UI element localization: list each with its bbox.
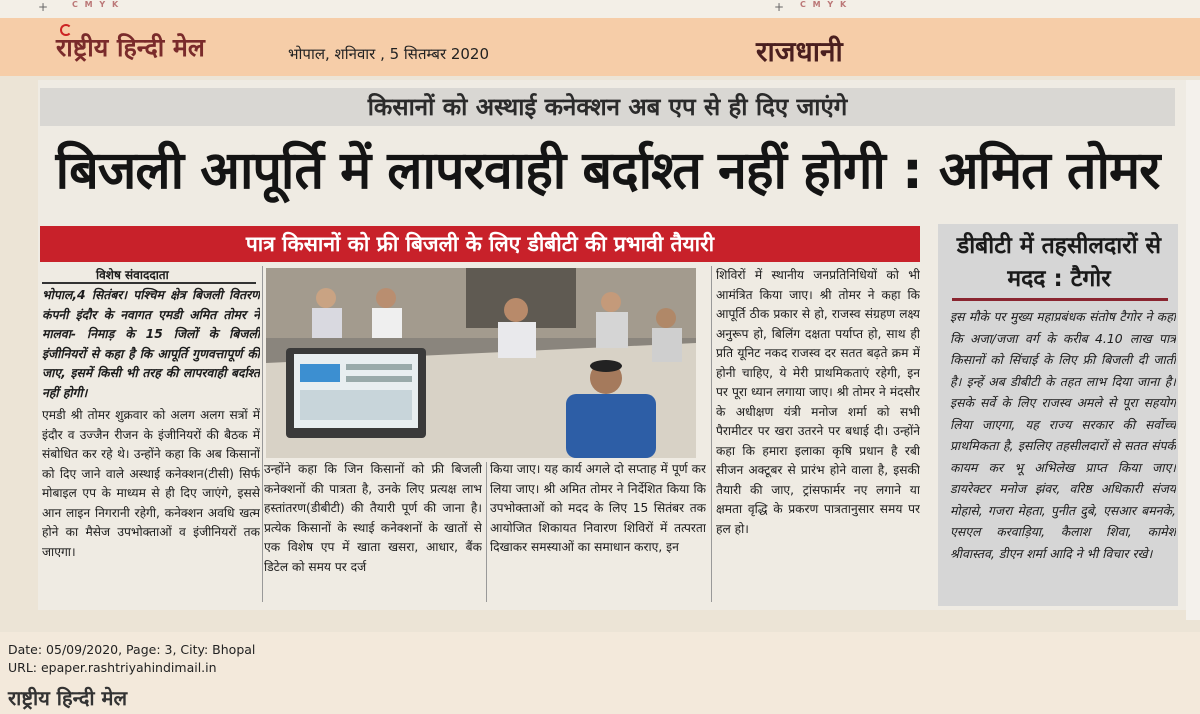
adjacent-column-edge [1186, 80, 1200, 620]
story-kicker: किसानों को अस्थाई कनेक्शन अब एप से ही दिए जाएंगे [367, 93, 848, 121]
sidebar-headline: डीबीटी में तहसीलदारों से मदद : टैगोर [956, 233, 1162, 292]
sidebar-divider [952, 298, 1168, 301]
story-headline: बिजली आपूर्ति में लापरवाही बर्दाश्त नहीं होगी : अमित तोमर [55, 141, 1160, 201]
registration-mark-right: + [774, 0, 785, 14]
cmyk-mark-right: C M Y K [800, 0, 849, 9]
cmyk-mark-left: C M Y K [72, 0, 121, 9]
newspaper-brand: राष्ट्रीय हिन्दी मेल [56, 33, 205, 62]
footer-url-line: URL: epaper.rashtriyahindimail.in [8, 660, 217, 675]
story-column-4: शिविरों में स्थानीय जनप्रतिनिधियों को भी आमंत्रित किया जाए। श्री तोमर ने कहा कि आपूर्ति ठीक प्रकार से हो, राजस्व संग्रहण लक्ष्य अनुरूप हो, बिलिंग दक्षता पर्याप्त हो, साथ ही प्रति यूनिट नकद राजस्व दर सतत बढ़ते क्रम में होनी चाहिए, ये मेरी प्राथमिकताएं रहेगी, इन पर पूरा ध्यान लगाया जाए। श्री तोमर ने मंदसौर के अधीक्षण यंत्री मनोज शर्मा को सभी पैरामीटर पर खरा उतरने पर बधाई दी। उन्होंने कहा कि हमारा इलाका कृषि प्रधान है रबी सीजन अक्टूबर से प्रारंभ होने वाला है, इसकी तैयारी की जाए, ट्रांसफार्मर नए लगाने या क्षमता वृद्धि के प्रकरण पात्रतानुसार समय पर हल हो। [716, 268, 920, 536]
story-column-1: एमडी श्री तोमर शुक्रवार को अलग अलग सत्रों में इंदौर व उज्जैन रीजन के इंजीनियरों की बैठक में संबोधित कर रहे थे। उन्होंने कहा कि अब किसानों को दिए जाने वाले अस्थाई कनेक्शन(टीसी) सिर्फ मोबाइल एप के माध्यम से ही दिए जाएंगे, इससे आन लाइन निगरानी रहेगी, कनेक्शन अवधि खत्म होने का मैसेज उपभोक्ताओं व इंजीनियरों तक जाएगा। [42, 408, 260, 559]
print-margin-strip [0, 0, 1200, 18]
footer-brand-logo: राष्ट्रीय हिन्दी मेल [8, 686, 128, 710]
story-lead-paragraph: भोपाल,4 सितंबर। पश्चिम क्षेत्र बिजली वितरण कंपनी इंदौर के नवागत एमडी अमित तोमर ने मालवा- निमाड़ के 15 जिलों के बिजली इंजीनियरों से कहा है कि आपूर्ति गुणवत्तापूर्ण की जाए, इसमें किसी भी तरह की लापरवाही बर्दाश्त नहीं होगी। [42, 288, 260, 400]
column-divider [711, 266, 712, 602]
footer-date-line: Date: 05/09/2020, Page: 3, City: Bhopal [8, 642, 256, 657]
byline-divider [42, 282, 256, 284]
meeting-photo-illustration [266, 268, 696, 458]
dateline: भोपाल, शनिवार , 5 सितम्बर 2020 [288, 45, 490, 63]
column-divider [486, 462, 487, 602]
column-divider [262, 266, 263, 602]
registration-mark-left: + [38, 0, 49, 14]
meeting-photo [266, 268, 696, 458]
story-column-3: किया जाए। यह कार्य अगले दो सप्ताह में पूर्ण कर लिया जाए। श्री अमित तोमर ने निर्देशित किया कि उपभोक्ताओं को मदद के लिए 15 सितंबर तक आयोजित शिकायत निवारण शिविरों में तत्परता दिखाकर समस्याओं का समाधान कराए, इन [490, 462, 706, 554]
story-column-2: उन्होंने कहा कि जिन किसानों को फ्री बिजली कनेक्शनों की पात्रता है, उनके लिए प्रत्यक्ष लाभ हस्तांतरण(डीबीटी) की तैयारी पूर्ण की जाना है। प्रत्येक किसानों के स्थाई कनेक्शनों के खातों से एक विशेष एप में खाता खसरा, आधार, बैंक डिटेल को समय पर दर्ज [264, 462, 482, 574]
sidebar-body: इस मौके पर मुख्य महाप्रबंधक संतोष टैगोर ने कहा कि अजा/जजा वर्ग के करीब 4.10 लाख पात्र किसानों को सिंचाई के लिए फ्री बिजली दी जाती है। इन्हें अब डीबीटी के तहत लाभ दिया जाना है। इसके सर्वे के लिए राजस्व अमले से पूरा सहयोग लिया जाएगा, यह राज्य सरकार की सर्वोच्च प्राथमिकता है, इसलिए तहसीलदारों से सतत संपर्क कायम कर भू अभिलेख प्राप्त किया जाए। डायरेक्टर मनोज झंवर, वरिष्ठ अधिकारी संजय मोहासे, गजरा मेहता, पुनीत दुबे, एसआर बमनके, एसएल करवाड़िया, कैलाश शिवा, कामेश श्रीवास्तव, डीएन शर्मा आदि ने भी विचार रखे। [950, 309, 1176, 561]
section-title: राजधानी [756, 35, 843, 68]
byline: विशेष संवाददाता [96, 268, 169, 282]
story-subhead: पात्र किसानों को फ्री बिजली के लिए डीबीटी की प्रभावी तैयारी [245, 232, 715, 256]
